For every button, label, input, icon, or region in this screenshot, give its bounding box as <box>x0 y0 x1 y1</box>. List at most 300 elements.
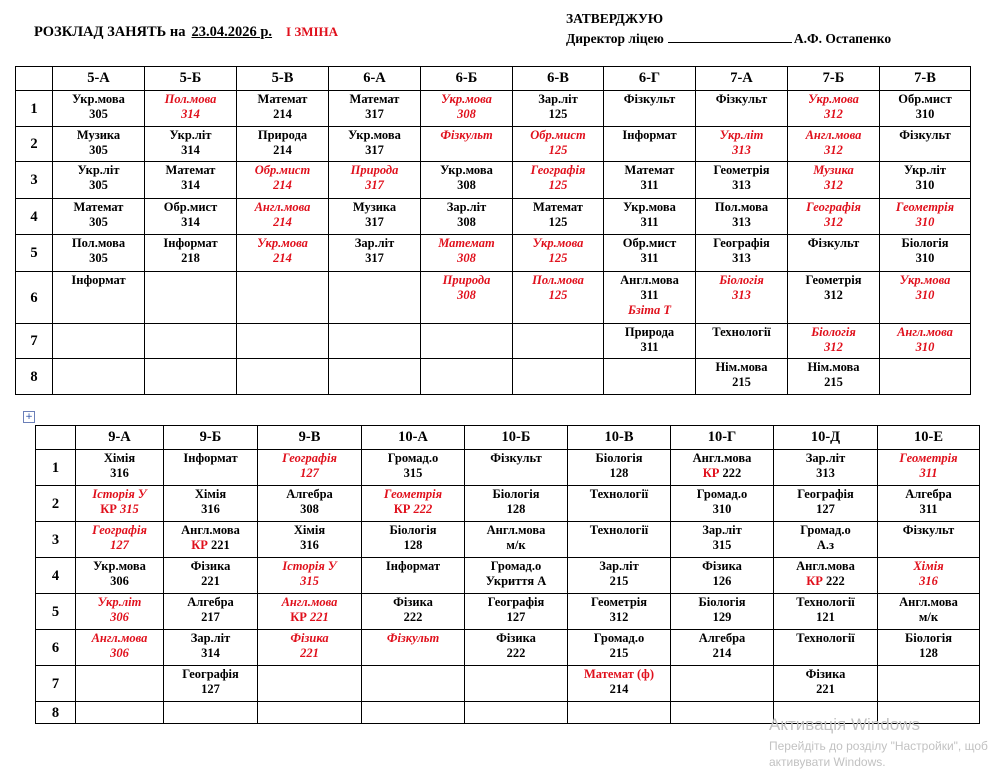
lesson-cell <box>513 127 604 162</box>
subject-name: Природа <box>350 163 399 177</box>
lesson-cell <box>145 235 237 272</box>
subject-name: Технології <box>589 523 649 537</box>
lesson-number: 4 <box>16 199 53 235</box>
room-number: 308 <box>457 251 476 265</box>
lesson-cell <box>421 127 513 162</box>
room-number: 221 <box>300 646 319 660</box>
subject-name: Біологія <box>901 236 949 250</box>
room-number: 312 <box>824 215 843 229</box>
room-number: 317 <box>365 107 384 121</box>
test-marker: КР <box>393 502 411 516</box>
test-marker: КР <box>191 538 208 552</box>
room-number: 316 <box>201 502 220 516</box>
lesson-cell <box>465 702 568 724</box>
lesson-cell <box>421 91 513 127</box>
lesson-row <box>36 558 980 594</box>
lesson-cell <box>671 450 774 486</box>
subject-name: Англ.мова <box>181 523 240 537</box>
room-number: 314 <box>181 178 200 192</box>
room-line <box>775 538 876 553</box>
lesson-cell <box>568 594 671 630</box>
class-header: 6-В <box>513 67 604 91</box>
subject-name: Історія У <box>282 559 337 573</box>
director-line <box>566 29 891 49</box>
subject-name: Англ.мова <box>899 595 958 609</box>
subject-name: Пол.мова <box>164 92 217 106</box>
room-line <box>697 143 786 158</box>
lesson-cell <box>880 91 971 127</box>
room-line <box>238 107 327 122</box>
room-number: А.з <box>816 538 835 552</box>
room-number: 305 <box>89 107 108 121</box>
lesson-cell <box>671 630 774 666</box>
subject-name: Зар.літ <box>446 200 487 214</box>
lesson-cell <box>465 450 568 486</box>
lesson-number: 8 <box>16 359 53 395</box>
room-number: 310 <box>915 107 935 121</box>
class-header: 7-А <box>696 67 788 91</box>
subject-name: Геометрія <box>713 163 770 177</box>
room-line <box>330 143 419 158</box>
room-number: 315 <box>712 538 732 552</box>
room-line <box>697 178 786 193</box>
lesson-number: 5 <box>16 235 53 272</box>
room-line <box>789 375 878 390</box>
subject-name: Фізика <box>496 631 536 645</box>
class-header: 9-Б <box>164 426 258 450</box>
subject-name: Математ <box>533 200 583 214</box>
room-line <box>605 340 694 355</box>
lesson-cell <box>164 522 258 558</box>
lesson-cell <box>774 450 878 486</box>
room-number: 222 <box>413 502 433 516</box>
lesson-cell <box>696 91 788 127</box>
subject-name: Музика <box>76 128 121 142</box>
room-number: 129 <box>712 610 732 624</box>
room-line <box>165 646 256 661</box>
subject-name: Алгебра <box>286 487 333 501</box>
room-line <box>775 610 876 625</box>
room-line <box>330 215 419 230</box>
lesson-cell <box>568 486 671 522</box>
room-line <box>881 107 969 122</box>
lesson-cell <box>604 272 696 324</box>
subject-name: Громад.о <box>800 523 851 537</box>
subject-name: Фізика <box>805 667 846 681</box>
lesson-cell <box>237 235 329 272</box>
subject-name: Обр.мист <box>163 200 218 214</box>
lesson-cell <box>604 127 696 162</box>
lesson-cell <box>421 235 513 272</box>
room-line <box>259 502 360 517</box>
room-number: 222 <box>826 574 845 588</box>
watermark-line-3: активувати Windows. <box>769 755 886 769</box>
lesson-cell <box>362 450 465 486</box>
subject-name: Біологія <box>905 631 952 645</box>
lesson-cell <box>696 324 788 359</box>
lesson-cell <box>164 594 258 630</box>
lesson-cell <box>421 359 513 395</box>
room-line <box>775 574 876 589</box>
room-line <box>54 251 143 266</box>
lesson-cell <box>258 666 362 702</box>
room-line <box>422 251 511 266</box>
room-number: 308 <box>457 178 476 192</box>
room-line <box>789 215 878 230</box>
room-number: 313 <box>732 251 751 265</box>
lesson-cell <box>362 630 465 666</box>
subject-name: Математ (ф) <box>583 667 654 681</box>
lesson-cell <box>329 199 421 235</box>
lesson-cell <box>53 235 145 272</box>
lesson-cell <box>362 666 465 702</box>
room-number: 128 <box>506 502 526 516</box>
subject-name: Геометрія <box>383 487 443 501</box>
subject-name: Біологія <box>811 325 856 339</box>
room-line <box>569 682 669 697</box>
subject-name: Нім.мова <box>715 360 768 374</box>
room-line <box>605 215 694 230</box>
lesson-cell <box>604 199 696 235</box>
subject-name: Фізкульт <box>386 631 440 645</box>
subject-name: Англ.мова <box>692 451 752 465</box>
lesson-cell <box>513 324 604 359</box>
subject-name: Укр.мова <box>808 92 859 106</box>
room-number: 311 <box>640 215 659 229</box>
room-line <box>605 251 694 266</box>
room-line <box>422 215 511 230</box>
subject-name: Географія <box>182 667 239 681</box>
test-marker: КР <box>806 574 823 588</box>
room-line <box>697 288 786 303</box>
room-line <box>238 178 327 193</box>
room-line <box>672 574 772 589</box>
room-number: 221 <box>201 574 220 588</box>
subject-name: Англ.мова <box>897 325 953 339</box>
lesson-cell <box>788 272 880 324</box>
subject-name: Укр.літ <box>97 595 142 609</box>
room-line <box>879 574 978 589</box>
lesson-cell <box>604 235 696 272</box>
lesson-cell <box>362 558 465 594</box>
lesson-cell <box>671 486 774 522</box>
subject-name: Алгебра <box>698 631 746 645</box>
subject-name: Англ.мова <box>254 200 311 214</box>
room-number: 214 <box>273 143 292 157</box>
room-number: 311 <box>919 502 938 516</box>
room-line <box>165 538 256 553</box>
lesson-cell <box>465 594 568 630</box>
lesson-number: 6 <box>36 630 76 666</box>
schedule-table-grades-5-7 <box>15 66 971 395</box>
lesson-cell <box>788 359 880 395</box>
room-line <box>789 340 878 355</box>
test-marker: КР <box>702 466 720 480</box>
lesson-cell <box>53 324 145 359</box>
watermark-line-1: Активація Windows <box>769 715 920 734</box>
room-number: 316 <box>300 538 319 552</box>
room-number: 128 <box>403 538 423 552</box>
lesson-cell <box>671 558 774 594</box>
lesson-cell <box>696 359 788 395</box>
subject-name: Природа <box>624 325 675 339</box>
room-number: 221 <box>211 538 230 552</box>
room-number: 308 <box>457 107 476 121</box>
room-line <box>77 610 162 625</box>
subject-name: Фізкульт <box>623 92 676 106</box>
lesson-cell <box>604 91 696 127</box>
lesson-cell <box>671 594 774 630</box>
table-move-handle-icon[interactable]: + <box>23 411 35 423</box>
room-line <box>514 143 602 158</box>
room-line <box>363 538 463 553</box>
class-header: 5-А <box>53 67 145 91</box>
subject-name: Обр.мист <box>254 163 311 177</box>
room-line <box>466 574 566 589</box>
class-header: 7-Б <box>788 67 880 91</box>
room-number: 214 <box>712 646 732 660</box>
subject-name: Природа <box>442 273 491 287</box>
room-line <box>672 610 772 625</box>
approve-label: ЗАТВЕРДЖУЮ <box>566 11 664 26</box>
lesson-cell <box>696 162 788 199</box>
room-line <box>146 143 235 158</box>
subject-name: Пол.мова <box>71 236 126 250</box>
room-line <box>569 610 669 625</box>
lesson-cell <box>53 199 145 235</box>
room-number: 125 <box>548 215 568 229</box>
subject-name: Фізкульт <box>440 128 493 142</box>
lesson-row <box>16 127 971 162</box>
subject-name: Укр.мова <box>257 236 308 250</box>
room-line <box>514 288 602 303</box>
room-number: 306 <box>110 574 129 588</box>
lesson-number: 5 <box>36 594 76 630</box>
subject-name: Англ.мова <box>620 273 679 287</box>
lesson-cell <box>880 162 971 199</box>
lesson-row <box>36 630 980 666</box>
lesson-cell <box>329 359 421 395</box>
class-header: 10-Д <box>774 426 878 450</box>
lesson-cell <box>421 272 513 324</box>
room-number: 215 <box>609 574 629 588</box>
lesson-cell <box>237 359 329 395</box>
lesson-row <box>16 235 971 272</box>
room-line <box>789 143 878 158</box>
lesson-cell <box>53 127 145 162</box>
subject-name: Англ.мова <box>281 595 338 609</box>
room-number: 312 <box>824 107 843 121</box>
watermark-line-2: Перейдіть до розділу "Настройки", щоб <box>769 739 988 753</box>
lesson-cell <box>329 235 421 272</box>
room-line <box>514 107 602 122</box>
lesson-cell <box>788 162 880 199</box>
room-number: 214 <box>273 107 292 121</box>
subject-name: Хімія <box>194 487 227 501</box>
subject-name: Інформат <box>71 273 126 287</box>
subject-name: Укр.мова <box>348 128 401 142</box>
subject-name: Алгебра <box>905 487 952 501</box>
subject-name: Математ <box>73 200 124 214</box>
subject-name: Фізкульт <box>715 92 768 106</box>
lesson-number: 7 <box>36 666 76 702</box>
room-number: 217 <box>201 610 220 624</box>
room-number: 128 <box>609 466 629 480</box>
lesson-cell <box>237 324 329 359</box>
class-header: 9-В <box>258 426 362 450</box>
room-line <box>422 107 511 122</box>
room-number: 310 <box>915 288 935 302</box>
room-line <box>466 610 566 625</box>
lesson-number: 3 <box>16 162 53 199</box>
room-line <box>879 646 978 661</box>
lesson-cell <box>145 199 237 235</box>
lesson-cell <box>604 162 696 199</box>
lesson-cell <box>362 594 465 630</box>
room-number: 126 <box>712 574 732 588</box>
subject-name: Інформат <box>622 128 677 142</box>
class-header: 10-Е <box>878 426 980 450</box>
room-line <box>881 288 969 303</box>
room-number: 316 <box>919 574 938 588</box>
lesson-cell <box>513 235 604 272</box>
room-number: 125 <box>548 178 568 192</box>
lesson-cell <box>696 235 788 272</box>
lesson-cell <box>568 630 671 666</box>
room-line <box>466 502 566 517</box>
subject-name: Укр.мова <box>532 236 584 250</box>
lesson-row <box>36 522 980 558</box>
lesson-row <box>16 272 971 324</box>
subject-name: Інформат <box>163 236 218 250</box>
lesson-cell <box>258 522 362 558</box>
room-number: 310 <box>915 340 935 354</box>
subject-name: Фізика <box>393 595 433 609</box>
subject-name: Біологія <box>492 487 540 501</box>
room-number: 215 <box>732 375 751 389</box>
room-number: 315 <box>300 574 319 588</box>
room-number: 314 <box>181 143 200 157</box>
room-line <box>54 143 143 158</box>
room-line <box>514 178 602 193</box>
subject-name: Географія <box>92 523 147 537</box>
subject-name: Фізика <box>702 559 742 573</box>
room-line <box>330 107 419 122</box>
room-line <box>672 538 772 553</box>
lesson-cell <box>880 324 971 359</box>
subject-name: Англ.мова <box>486 523 546 537</box>
lesson-cell <box>513 162 604 199</box>
subject-name: Фізика <box>290 631 329 645</box>
room-line <box>54 215 143 230</box>
lesson-cell <box>465 666 568 702</box>
lesson-cell <box>878 594 980 630</box>
room-line <box>775 466 876 481</box>
lesson-cell <box>774 522 878 558</box>
lesson-cell <box>568 450 671 486</box>
room-number: 306 <box>110 646 129 660</box>
room-number: 128 <box>919 646 938 660</box>
room-number: 310 <box>712 502 732 516</box>
lesson-cell <box>258 702 362 724</box>
lesson-row <box>16 359 971 395</box>
subject-name: Укр.мова <box>72 92 125 106</box>
corner-cell <box>16 67 53 91</box>
director-name: А.Ф. Остапенко <box>793 31 892 46</box>
subject-name: Алгебра <box>187 595 234 609</box>
subject-name: Математ <box>624 163 675 177</box>
room-number: 308 <box>457 288 476 302</box>
lesson-cell <box>568 702 671 724</box>
subject-name: Укр.мова <box>441 92 492 106</box>
lesson-cell <box>774 594 878 630</box>
lesson-cell <box>53 272 145 324</box>
class-header: 9-А <box>76 426 164 450</box>
lesson-cell <box>465 630 568 666</box>
room-number: 312 <box>824 143 843 157</box>
subject-name: Зар.літ <box>599 559 639 573</box>
subject-name: Хімія <box>103 451 136 465</box>
lesson-cell <box>696 127 788 162</box>
lesson-cell <box>878 450 980 486</box>
lesson-cell <box>788 199 880 235</box>
room-line <box>879 466 978 481</box>
room-line <box>466 646 566 661</box>
room-line <box>775 682 876 697</box>
room-number: 215 <box>609 646 629 660</box>
lesson-row <box>36 666 980 702</box>
room-line <box>605 178 694 193</box>
room-line <box>672 502 772 517</box>
room-line <box>238 143 327 158</box>
lesson-cell <box>164 558 258 594</box>
subject-name: Англ.мова <box>805 128 862 142</box>
room-number: 305 <box>89 215 108 229</box>
subject-name: Технології <box>589 487 649 501</box>
room-number: 125 <box>548 107 568 121</box>
subject-name: Біологія <box>595 451 643 465</box>
room-number: 311 <box>640 340 659 354</box>
lesson-cell <box>362 522 465 558</box>
class-header: 5-В <box>237 67 329 91</box>
room-line <box>165 682 256 697</box>
room-number: 305 <box>89 178 108 192</box>
room-line <box>238 215 327 230</box>
room-line <box>363 610 463 625</box>
subject-name: Географія <box>282 451 337 465</box>
room-line <box>879 502 978 517</box>
subject-name: Технології <box>796 595 855 609</box>
subject-name: Громад.о <box>593 631 645 645</box>
lesson-cell <box>788 235 880 272</box>
lesson-cell <box>878 666 980 702</box>
lesson-cell <box>774 630 878 666</box>
room-line <box>77 646 162 661</box>
room-line <box>697 375 786 390</box>
room-number: 313 <box>732 143 751 157</box>
lesson-cell <box>329 91 421 127</box>
lesson-cell <box>164 702 258 724</box>
subject-name: Фізкульт <box>902 523 955 537</box>
room-number: 313 <box>732 288 751 302</box>
room-line <box>363 466 463 481</box>
room-line <box>146 178 235 193</box>
room-number: 317 <box>365 251 384 265</box>
room-number: 315 <box>120 502 139 516</box>
lesson-cell <box>880 127 971 162</box>
lesson-cell <box>362 702 465 724</box>
subject-name: Математ <box>349 92 400 106</box>
